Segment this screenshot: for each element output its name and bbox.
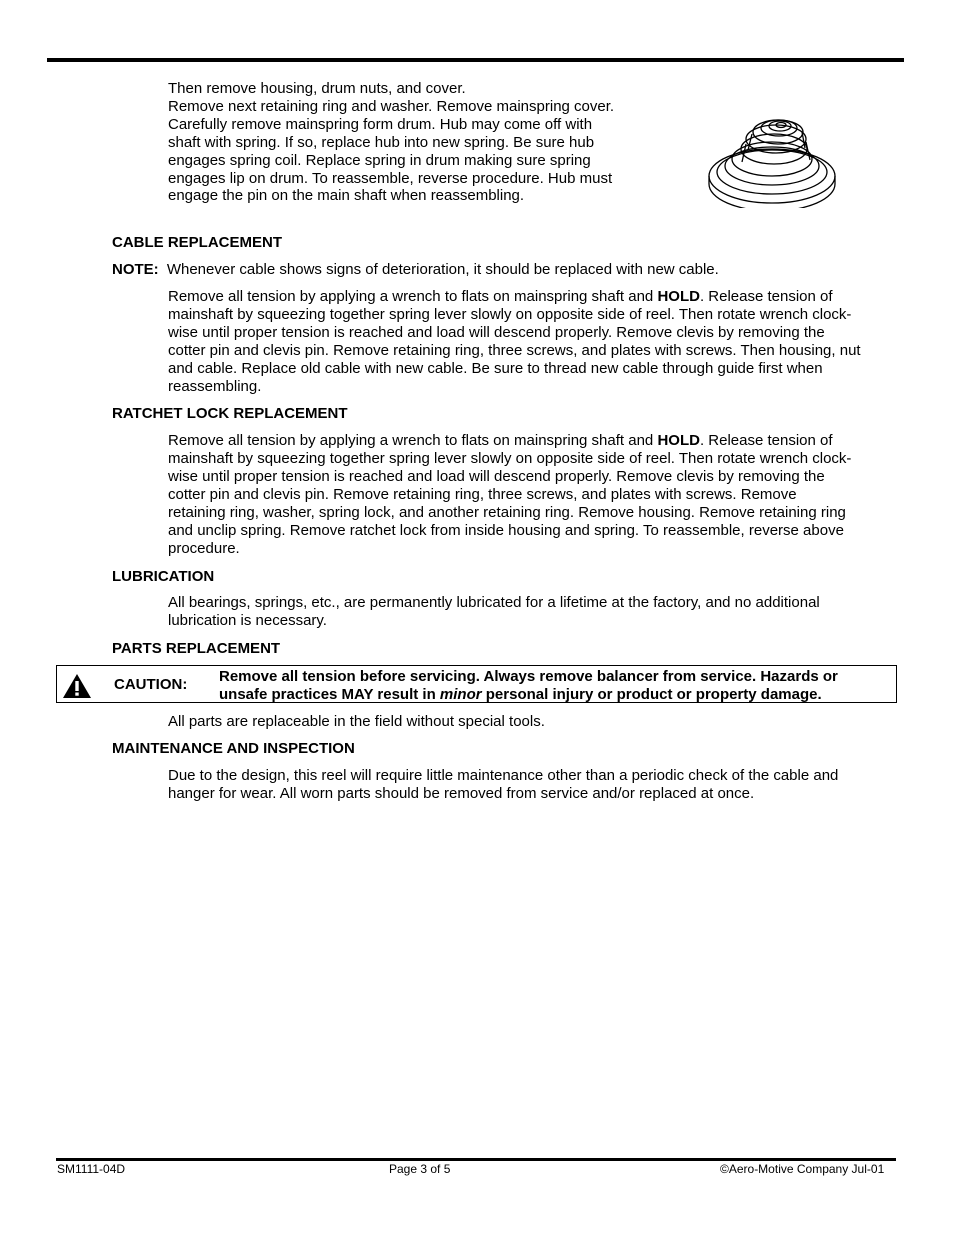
para-line: Due to the design, this reel will require little maintenance other than a periodic check of the cable and — [168, 767, 839, 784]
intro-line: engages lip on drum. To reassemble, reverse procedure. Hub must — [168, 169, 613, 187]
caution-text: personal injury or product or property damage. — [481, 686, 822, 703]
warning-triangle-icon — [62, 673, 92, 699]
caution-emphasis: minor — [439, 686, 482, 703]
maintenance-heading: MAINTENANCE AND INSPECTION — [112, 740, 355, 757]
caution-message — [219, 668, 838, 704]
cable-replacement-paragraph — [168, 288, 896, 396]
lubrication-paragraph — [168, 594, 896, 630]
caution-line: Remove all tension before servicing. Always remove balancer from service. Hazards or — [219, 668, 838, 685]
intro-line: Remove next retaining ring and washer. Remove mainspring cover. — [168, 97, 615, 115]
para-text: Remove all tension by applying a wrench to flats on mainspring shaft and — [168, 432, 658, 449]
para-line: All bearings, springs, etc., are permanently lubricated for a lifetime at the factory, and no additional — [168, 594, 820, 611]
top-rule — [47, 58, 904, 62]
para-line: All parts are replaceable in the field without special tools. — [168, 713, 545, 730]
intro-line: shaft with spring. If so, replace hub into new spring. Be sure hub — [168, 133, 595, 151]
parts-replacement-paragraph — [168, 713, 896, 731]
ratchet-lock-paragraph — [168, 432, 896, 558]
caution-label: CAUTION: — [114, 676, 188, 693]
intro-line: engage the pin on the main shaft when reassembling. — [168, 187, 525, 205]
footer-copyright: ©Aero-Motive Company Jul-01 — [720, 1162, 885, 1176]
parts-replacement-heading: PARTS REPLACEMENT — [112, 640, 281, 657]
para-line — [168, 432, 896, 450]
footer-doc-number: SM1111-04D — [57, 1162, 126, 1176]
caution-line — [219, 686, 838, 704]
note-text: Whenever cable shows signs of deterioration, it should be replaced with new cable. — [166, 261, 719, 278]
ratchet-lock-heading: RATCHET LOCK REPLACEMENT — [112, 405, 348, 422]
para-line: wise until proper tension is reached and load will descend properly. Remove clevis by removing the — [168, 324, 825, 341]
para-line: and unclip spring. Remove ratchet lock from inside housing and spring. To reassemble, reverse above — [168, 522, 844, 539]
para-text: Remove all tension by applying a wrench to flats on mainspring shaft and — [168, 288, 658, 305]
hold-emphasis: HOLD — [657, 432, 700, 449]
mainspring-drum-illustration — [706, 104, 844, 208]
para-line: lubrication is necessary. — [168, 612, 327, 629]
para-line: hanger for wear. All worn parts should be removed from service and/or replaced at once. — [168, 785, 755, 802]
hold-emphasis: HOLD — [657, 288, 700, 305]
para-line: mainshaft by squeezing together spring lever slowly on opposite side of reel. Then rotate wrench clock- — [168, 450, 852, 467]
footer-page-number: Page 3 of 5 — [389, 1162, 451, 1176]
para-line — [168, 288, 896, 306]
intro-line: Then remove housing, drum nuts, and cover. — [168, 80, 466, 97]
para-text: . Release tension of — [699, 288, 833, 305]
cable-replacement-heading: CABLE REPLACEMENT — [112, 234, 283, 251]
para-line: and cable. Replace old cable with new cable. Be sure to thread new cable through guide first when — [168, 360, 823, 377]
para-line: retaining ring, washer, spring lock, and another retaining ring. Remove housing. Remove retaining ring — [168, 504, 846, 521]
note-label: NOTE: — [112, 261, 159, 278]
para-text: . Release tension of — [699, 432, 833, 449]
bottom-rule — [56, 1158, 896, 1161]
cable-note — [112, 261, 719, 278]
maintenance-paragraph — [168, 767, 896, 803]
caution-text: unsafe practices MAY result in — [219, 686, 440, 703]
intro-line: engages spring coil. Replace spring in drum making sure spring — [168, 151, 591, 169]
intro-line: Carefully remove mainspring form drum. Hub may come off with — [168, 115, 593, 133]
para-line: wise until proper tension is reached and load will descend properly. Remove clevis by removing the — [168, 468, 825, 485]
para-line: cotter pin and clevis pin. Remove retaining ring, three screws, and plates with screws. Then housing, nut — [168, 342, 861, 359]
para-line: mainshaft by squeezing together spring lever slowly on opposite side of reel. Then rotate wrench clock- — [168, 306, 852, 323]
caution-box — [56, 665, 897, 703]
para-line: procedure. — [168, 540, 240, 557]
para-line: reassembling. — [168, 378, 262, 395]
lubrication-heading: LUBRICATION — [112, 568, 215, 585]
para-line: cotter pin and clevis pin. Remove retaining ring, three screws, and plates with screws. Remove — [168, 486, 797, 503]
intro-paragraph — [168, 80, 668, 205]
